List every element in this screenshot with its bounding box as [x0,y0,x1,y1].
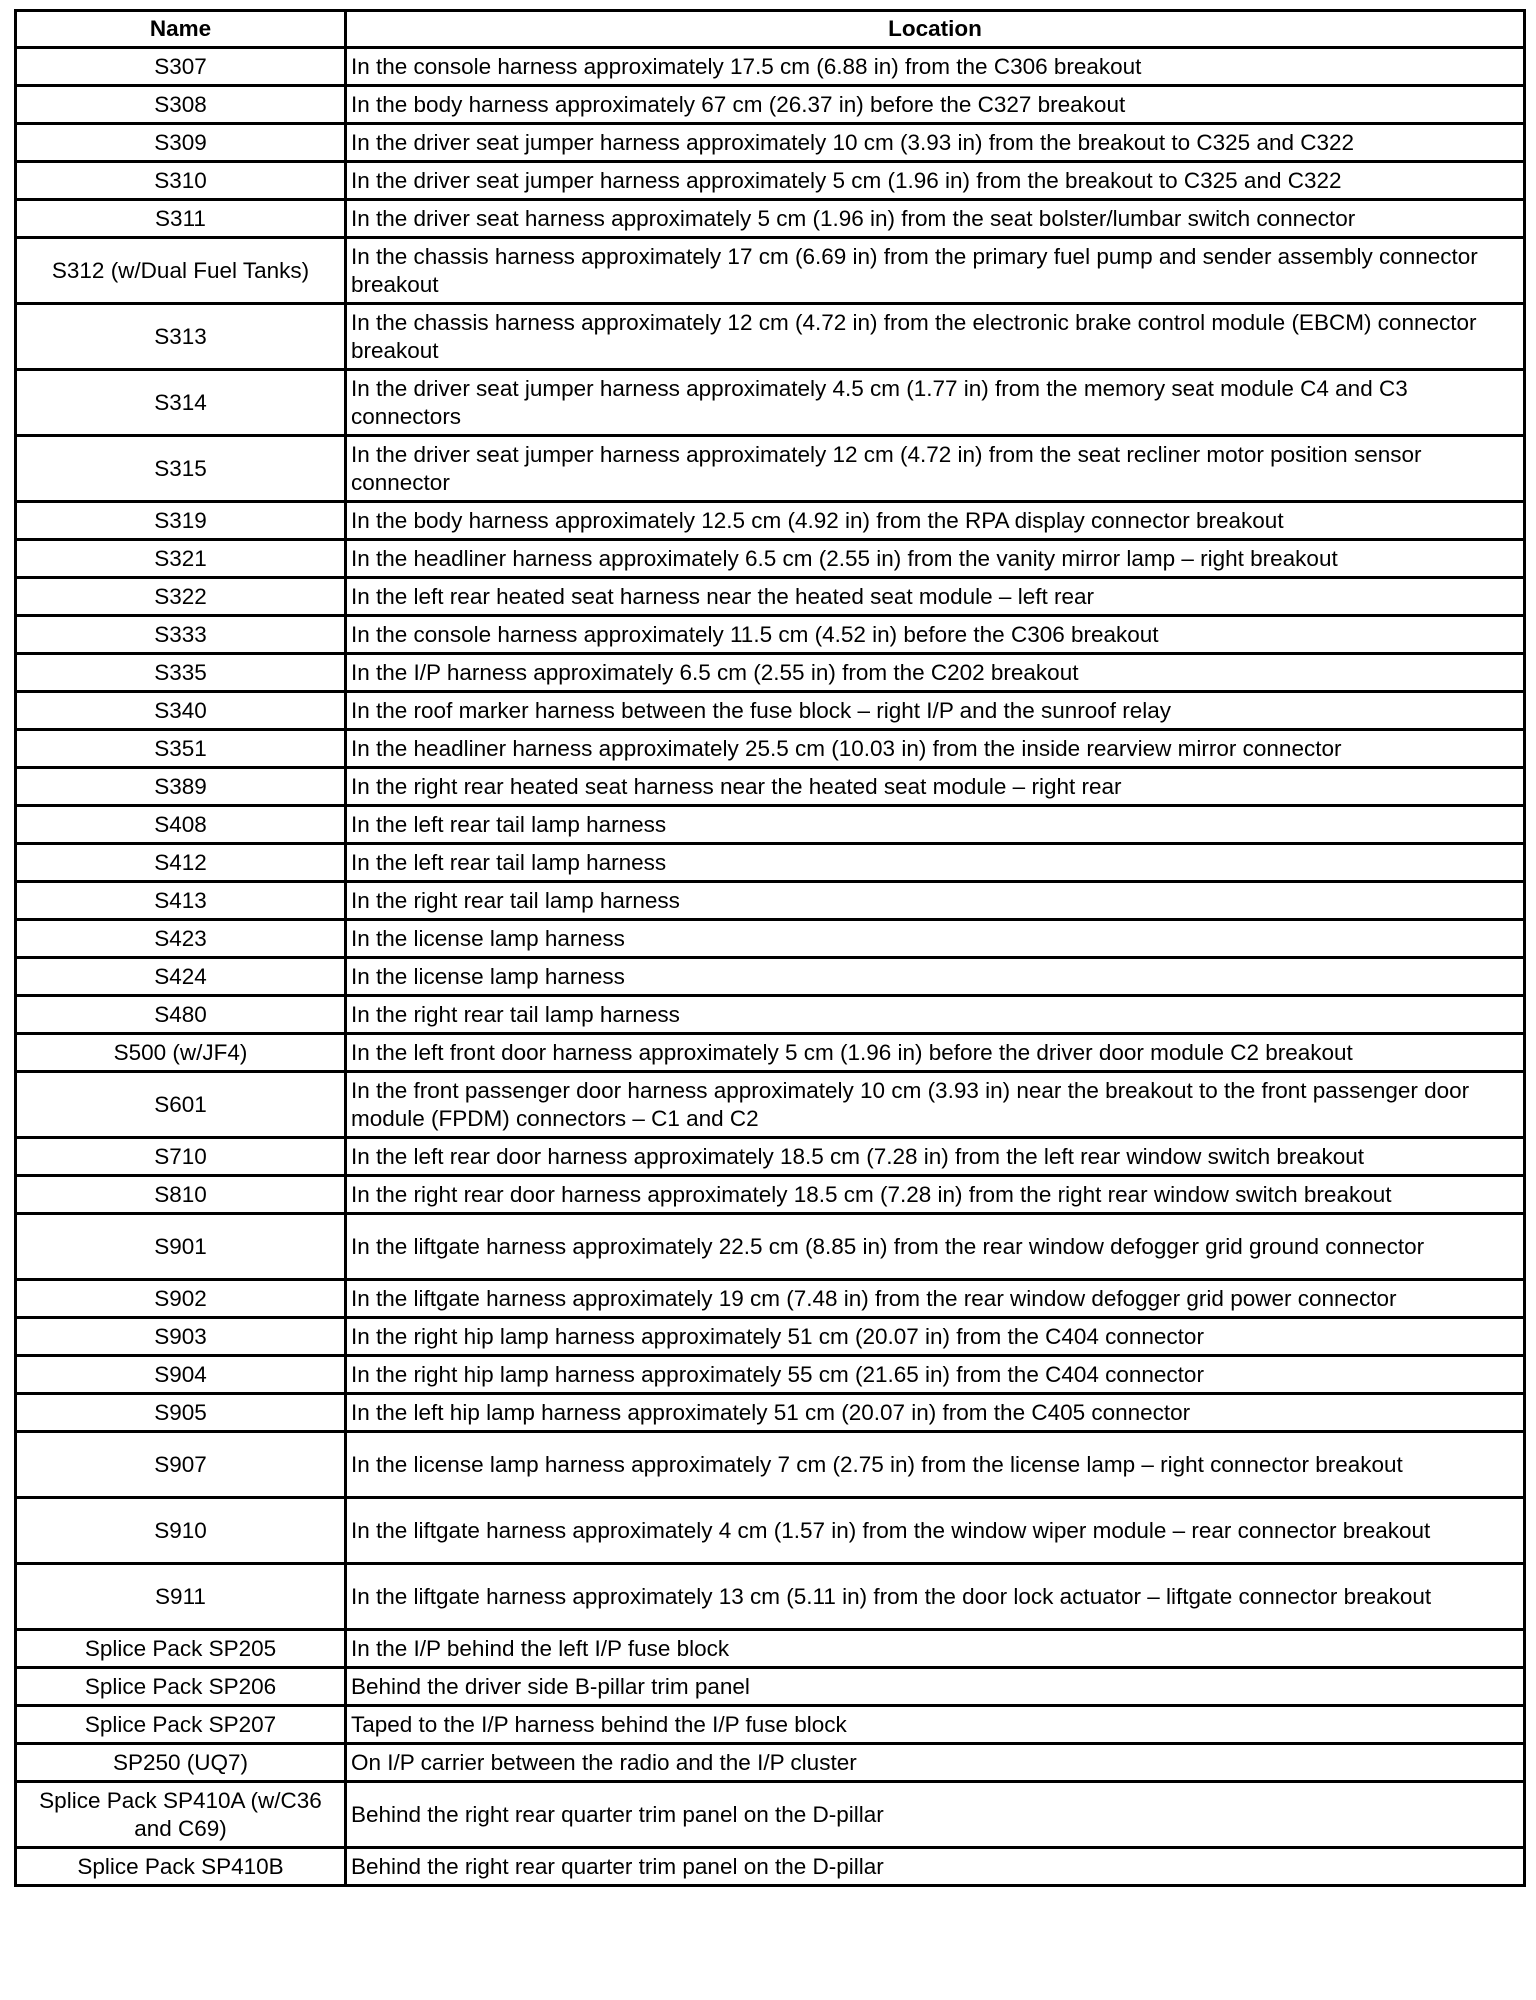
splice-name-cell: S911 [16,1564,346,1630]
table-row [16,1432,1525,1498]
splice-name-cell: S309 [16,124,346,162]
splice-location-cell: In the body harness approximately 67 cm (26.37 in) before the C327 breakout [346,86,1525,124]
table-row [16,1318,1525,1356]
splice-name-cell: S311 [16,200,346,238]
splice-location-cell: In the console harness approximately 11.5 cm (4.52 in) before the C306 breakout [346,616,1525,654]
splice-location-cell: In the body harness approximately 12.5 cm (4.92 in) from the RPA display connector breakout [346,502,1525,540]
splice-location-cell: In the left rear door harness approximately 18.5 cm (7.28 in) from the left rear window switch breakout [346,1138,1525,1176]
splice-name-cell: S351 [16,730,346,768]
splice-name-cell: S313 [16,304,346,370]
splice-location-cell: In the I/P behind the left I/P fuse block [346,1630,1525,1668]
table-header [16,11,1525,48]
splice-name-cell: S340 [16,692,346,730]
splice-location-cell: In the liftgate harness approximately 22.5 cm (8.85 in) from the rear window defogger grid ground connector [346,1214,1525,1280]
splice-name-cell: S319 [16,502,346,540]
splice-location-cell: In the right rear heated seat harness near the heated seat module – right rear [346,768,1525,806]
splice-location-cell: In the driver seat jumper harness approximately 5 cm (1.96 in) from the breakout to C325 and C322 [346,162,1525,200]
table-row [16,882,1525,920]
splice-location-cell: In the left front door harness approximately 5 cm (1.96 in) before the driver door module C2 breakout [346,1034,1525,1072]
splice-location-cell: Behind the right rear quarter trim panel on the D-pillar [346,1848,1525,1886]
splice-name-cell: Splice Pack SP207 [16,1706,346,1744]
table-row [16,1280,1525,1318]
table-row [16,436,1525,502]
table-row [16,692,1525,730]
splice-location-cell: In the license lamp harness [346,958,1525,996]
splice-name-cell: S907 [16,1432,346,1498]
splice-location-cell: In the driver seat jumper harness approximately 12 cm (4.72 in) from the seat recliner motor position sensor connector [346,436,1525,502]
splice-location-cell: In the right rear tail lamp harness [346,996,1525,1034]
splice-location-cell: In the right rear door harness approximately 18.5 cm (7.28 in) from the right rear window switch breakout [346,1176,1525,1214]
splice-location-cell: In the left rear tail lamp harness [346,844,1525,882]
splice-location-cell: In the chassis harness approximately 17 cm (6.69 in) from the primary fuel pump and sender assembly connector breakout [346,238,1525,304]
table-body [16,48,1525,1886]
splice-name-cell: S333 [16,616,346,654]
table-row [16,1706,1525,1744]
table-row [16,730,1525,768]
table-row [16,124,1525,162]
splice-name-cell: S389 [16,768,346,806]
splice-location-cell: In the I/P harness approximately 6.5 cm (2.55 in) from the C202 breakout [346,654,1525,692]
splice-name-cell: S322 [16,578,346,616]
table-row [16,304,1525,370]
splice-name-cell: S314 [16,370,346,436]
table-row [16,1394,1525,1432]
table-row [16,996,1525,1034]
splice-location-cell: Taped to the I/P harness behind the I/P fuse block [346,1706,1525,1744]
splice-location-cell: In the left rear heated seat harness near the heated seat module – left rear [346,578,1525,616]
splice-location-cell: In the console harness approximately 17.5 cm (6.88 in) from the C306 breakout [346,48,1525,86]
location-column-header: Location [346,11,1525,48]
splice-location-cell: In the driver seat jumper harness approximately 4.5 cm (1.77 in) from the memory seat module C4 and C3 connectors [346,370,1525,436]
splice-name-cell: S423 [16,920,346,958]
table-row [16,1744,1525,1782]
splice-name-cell: S901 [16,1214,346,1280]
splice-location-cell: In the license lamp harness [346,920,1525,958]
splice-location-cell: In the headliner harness approximately 25.5 cm (10.03 in) from the inside rearview mirror connector [346,730,1525,768]
splice-name-cell: SP250 (UQ7) [16,1744,346,1782]
splice-name-cell: S710 [16,1138,346,1176]
table-row [16,578,1525,616]
splice-name-cell: S408 [16,806,346,844]
splice-name-cell: S307 [16,48,346,86]
table-row [16,844,1525,882]
splice-name-cell: S424 [16,958,346,996]
splice-name-cell: S810 [16,1176,346,1214]
splice-name-cell: S321 [16,540,346,578]
splice-location-table [14,9,1526,1887]
splice-name-cell: S310 [16,162,346,200]
table-row [16,1848,1525,1886]
table-row [16,1214,1525,1280]
splice-name-cell: Splice Pack SP206 [16,1668,346,1706]
splice-location-cell: In the front passenger door harness approximately 10 cm (3.93 in) near the breakout to the front passenger door module (FPDM) connectors – C1 and C2 [346,1072,1525,1138]
splice-name-cell: Splice Pack SP410B [16,1848,346,1886]
splice-name-cell: S412 [16,844,346,882]
splice-name-cell: S500 (w/JF4) [16,1034,346,1072]
splice-name-cell: Splice Pack SP410A (w/C36 and C69) [16,1782,346,1848]
name-column-header: Name [16,11,346,48]
splice-location-cell: In the driver seat harness approximately 5 cm (1.96 in) from the seat bolster/lumbar switch connector [346,200,1525,238]
splice-name-cell: S315 [16,436,346,502]
table-row [16,616,1525,654]
splice-name-cell: S308 [16,86,346,124]
table-row [16,654,1525,692]
splice-name-cell: S601 [16,1072,346,1138]
splice-location-cell: In the liftgate harness approximately 4 cm (1.57 in) from the window wiper module – rear connector breakout [346,1498,1525,1564]
table-row [16,1668,1525,1706]
table-row [16,200,1525,238]
table-row [16,540,1525,578]
splice-location-cell: In the liftgate harness approximately 13 cm (5.11 in) from the door lock actuator – liftgate connector breakout [346,1564,1525,1630]
splice-location-cell: In the left rear tail lamp harness [346,806,1525,844]
splice-name-cell: S910 [16,1498,346,1564]
table-row [16,768,1525,806]
table-row [16,1498,1525,1564]
table-row [16,920,1525,958]
table-row [16,238,1525,304]
table-row [16,1138,1525,1176]
splice-name-cell: S335 [16,654,346,692]
splice-location-cell: In the roof marker harness between the fuse block – right I/P and the sunroof relay [346,692,1525,730]
splice-name-cell: S904 [16,1356,346,1394]
splice-location-cell: In the right rear tail lamp harness [346,882,1525,920]
splice-name-cell: S903 [16,1318,346,1356]
splice-location-cell: In the headliner harness approximately 6.5 cm (2.55 in) from the vanity mirror lamp – right breakout [346,540,1525,578]
splice-name-cell: Splice Pack SP205 [16,1630,346,1668]
table-row [16,1034,1525,1072]
splice-location-cell: Behind the driver side B-pillar trim panel [346,1668,1525,1706]
splice-name-cell: S480 [16,996,346,1034]
table-row [16,958,1525,996]
splice-location-cell: In the left hip lamp harness approximately 51 cm (20.07 in) from the C405 connector [346,1394,1525,1432]
splice-name-cell: S902 [16,1280,346,1318]
table-row [16,1072,1525,1138]
splice-location-cell: On I/P carrier between the radio and the I/P cluster [346,1744,1525,1782]
table-row [16,48,1525,86]
table-row [16,1176,1525,1214]
header-row [16,11,1525,48]
splice-name-cell: S413 [16,882,346,920]
splice-location-cell: In the chassis harness approximately 12 cm (4.72 in) from the electronic brake control module (EBCM) connector breakout [346,304,1525,370]
table-row [16,370,1525,436]
splice-name-cell: S905 [16,1394,346,1432]
table-row [16,1356,1525,1394]
splice-name-cell: S312 (w/Dual Fuel Tanks) [16,238,346,304]
table-row [16,1782,1525,1848]
table-row [16,502,1525,540]
table-row [16,86,1525,124]
table-row [16,1630,1525,1668]
splice-location-cell: Behind the right rear quarter trim panel on the D-pillar [346,1782,1525,1848]
table-row [16,1564,1525,1630]
table-row [16,162,1525,200]
splice-location-cell: In the license lamp harness approximately 7 cm (2.75 in) from the license lamp – right connector breakout [346,1432,1525,1498]
table-row [16,806,1525,844]
splice-location-cell: In the right hip lamp harness approximately 55 cm (21.65 in) from the C404 connector [346,1356,1525,1394]
splice-location-cell: In the liftgate harness approximately 19 cm (7.48 in) from the rear window defogger grid power connector [346,1280,1525,1318]
splice-location-cell: In the driver seat jumper harness approximately 10 cm (3.93 in) from the breakout to C325 and C322 [346,124,1525,162]
splice-location-cell: In the right hip lamp harness approximately 51 cm (20.07 in) from the C404 connector [346,1318,1525,1356]
